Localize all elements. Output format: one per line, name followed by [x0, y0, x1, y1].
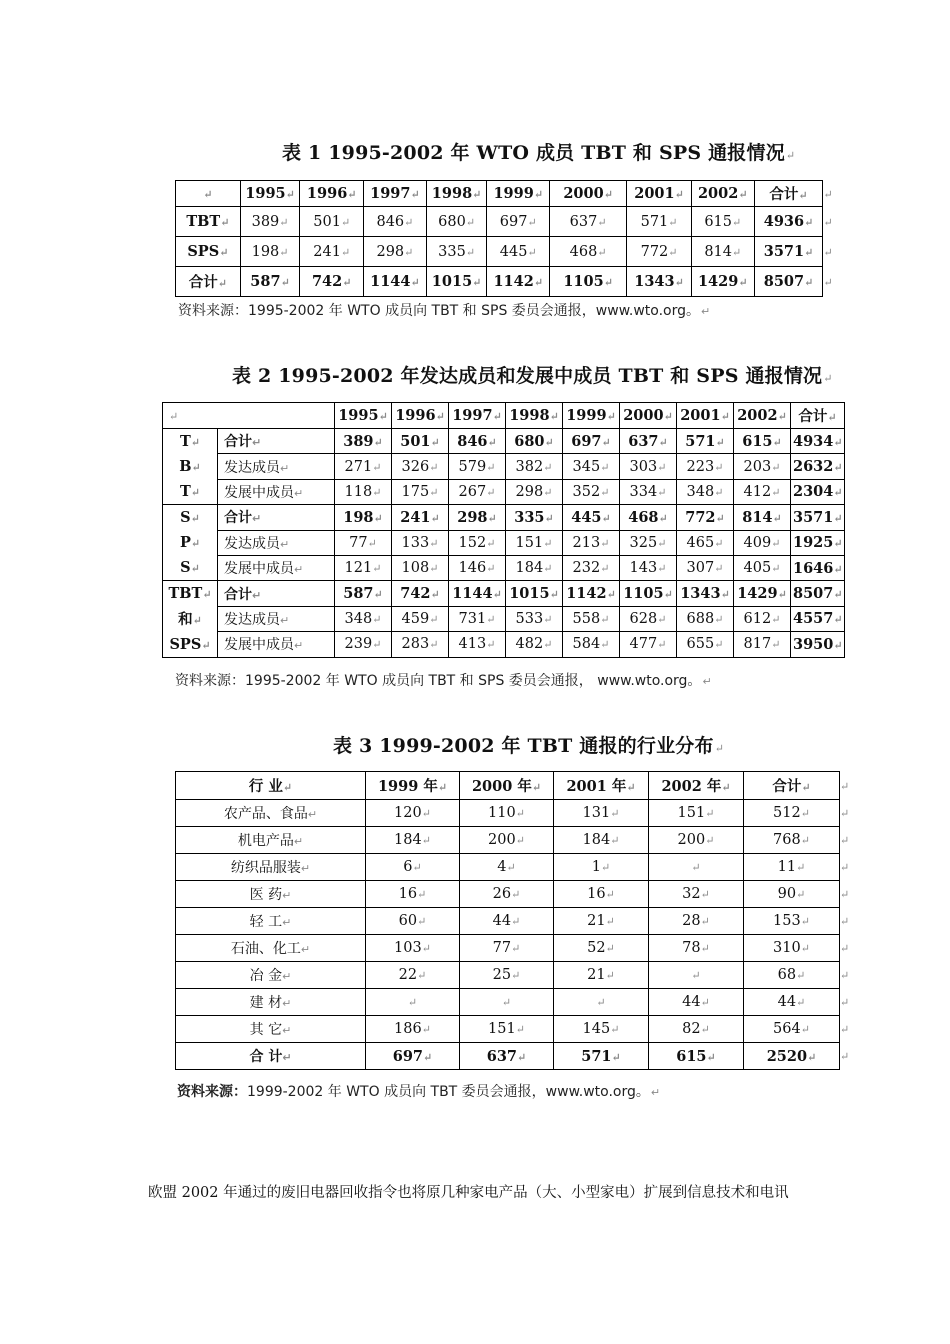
- table3-header-row: [176, 772, 855, 800]
- table3-row: [176, 800, 855, 827]
- table3-cell: 52↵: [554, 935, 649, 962]
- table2-cell: 1343↵: [677, 581, 734, 606]
- table2-group-label: T↵: [163, 479, 218, 504]
- table3-row-label: 机电产品↵: [176, 827, 366, 854]
- table2-cell: 571↵: [677, 429, 734, 454]
- table2-group-label: SPS↵: [163, 632, 218, 657]
- table3-cell: 1↵: [554, 854, 649, 881]
- table3-row: [176, 935, 855, 962]
- table3-cell: 6↵: [366, 854, 460, 881]
- table1-cell: 637↵: [550, 207, 627, 237]
- table2-cell: 3950↵: [791, 632, 845, 657]
- table1-cell: 8507↵: [754, 267, 823, 297]
- row-end-mark: ↵: [823, 245, 833, 259]
- table2-cell: 77↵: [335, 530, 392, 555]
- table2: [162, 402, 845, 658]
- table2-cell: 655↵: [677, 632, 734, 657]
- table2-cell: 1015↵: [506, 581, 563, 606]
- table3-cell: 697↵: [366, 1043, 460, 1070]
- table3-row: [176, 962, 855, 989]
- table2-cell: 203↵: [734, 454, 791, 479]
- table2-group-label: S↵: [163, 555, 218, 580]
- table2-cell: 151↵: [506, 530, 563, 555]
- table1-cell: 241↵: [300, 237, 364, 267]
- table2-source: 资料来源：1995-2002 年 WTO 成员向 TBT 和 SPS 委员会通报， www.wto.org。↵: [175, 673, 712, 689]
- table1-header-cell: 1998↵: [426, 181, 487, 207]
- table2-cell: 477↵: [620, 632, 677, 657]
- table1-cell: 772↵: [627, 237, 692, 267]
- table2-group-label: P↵: [163, 530, 218, 555]
- table2-cell: 584↵: [563, 632, 620, 657]
- table3: [175, 771, 855, 1070]
- table2-group-label: T↵: [163, 429, 218, 454]
- table1-row-label: 合计↵: [176, 267, 241, 297]
- table3-cell: 90↵: [744, 881, 840, 908]
- table2-row-label: 发展中成员↵: [218, 555, 335, 580]
- table2-row-label: 发展中成员↵: [218, 632, 335, 657]
- table2-header-cell: 2000↵: [620, 403, 677, 429]
- table3-cell: ↵: [554, 989, 649, 1016]
- table1-cell: 501↵: [300, 207, 364, 237]
- table1-cell: 571↵: [627, 207, 692, 237]
- table2-cell: 348↵: [335, 606, 392, 631]
- table2-cell: 175↵: [392, 479, 449, 504]
- table2-cell: 468↵: [620, 505, 677, 530]
- table2-header-cell: 1997↵: [449, 403, 506, 429]
- table3-header-cell: 行 业↵: [176, 772, 366, 800]
- table1-cell: 615↵: [691, 207, 754, 237]
- table2-row-label: 合计↵: [218, 505, 335, 530]
- table2-row-label: 发达成员↵: [218, 454, 335, 479]
- table2-cell: 118↵: [335, 479, 392, 504]
- table2-row-label: 合计↵: [218, 581, 335, 606]
- table2-cell: 697↵: [563, 429, 620, 454]
- table3-row: [176, 854, 855, 881]
- table3-cell: 77↵: [460, 935, 554, 962]
- table2-cell: 688↵: [677, 606, 734, 631]
- table2-row: [163, 530, 845, 555]
- table2-group-label: S↵: [163, 505, 218, 530]
- table2-row-label: 发达成员↵: [218, 606, 335, 631]
- table2-cell: 628↵: [620, 606, 677, 631]
- table1-row: [176, 237, 839, 267]
- table3-source-text: 1999-2002 年 WTO 成员向 TBT 委员会通报，www.wto.org。: [247, 1084, 650, 1100]
- table2-cell: 772↵: [677, 505, 734, 530]
- row-end-mark: ↵: [840, 1023, 850, 1036]
- row-end-mark: ↵: [840, 834, 850, 847]
- table2-cell: 198↵: [335, 505, 392, 530]
- table1-caption: 表 1 1995-2002 年 WTO 成员 TBT 和 SPS 通报情况↵: [282, 142, 796, 164]
- table3-cell: 200↵: [649, 827, 744, 854]
- table2-group-label: 和↵: [163, 606, 218, 631]
- table3-cell: ↵: [460, 989, 554, 1016]
- table2-cell: 8507↵: [791, 581, 845, 606]
- table1-cell: 298↵: [364, 237, 427, 267]
- table1-cell: 198↵: [240, 237, 300, 267]
- table1-cell: 680↵: [426, 207, 487, 237]
- table3-header-cell: 1999 年↵: [366, 772, 460, 800]
- table1-cell: 1429↵: [691, 267, 754, 297]
- table1: [175, 180, 839, 297]
- table3-header-cell: 2001 年↵: [554, 772, 649, 800]
- table1-row: [176, 267, 839, 297]
- table1-cell: 1343↵: [627, 267, 692, 297]
- table3-cell: 78↵: [649, 935, 744, 962]
- table3-row-label: 轻 工↵: [176, 908, 366, 935]
- table2-cell: 501↵: [392, 429, 449, 454]
- table2-cell: 326↵: [392, 454, 449, 479]
- table2-cell: 1144↵: [449, 581, 506, 606]
- table1-cell: 587↵: [240, 267, 300, 297]
- table1-header-cell: 2002↵: [691, 181, 754, 207]
- table3-row: [176, 1043, 855, 1070]
- table2-cell: 533↵: [506, 606, 563, 631]
- table3-cell: 184↵: [366, 827, 460, 854]
- table2-row: [163, 555, 845, 580]
- table2-row-label: 合计↵: [218, 429, 335, 454]
- table2-group-label: TBT↵: [163, 581, 218, 606]
- table1-cell: 697↵: [487, 207, 550, 237]
- table3-cell: 110↵: [460, 800, 554, 827]
- table3-caption: 表 3 1999-2002 年 TBT 通报的行业分布↵: [333, 735, 725, 757]
- row-end-mark: ↵: [823, 215, 833, 229]
- table2-cell: 413↵: [449, 632, 506, 657]
- table1-cell: 389↵: [240, 207, 300, 237]
- table3-cell: 564↵: [744, 1016, 840, 1043]
- table1-cell: 3571↵: [754, 237, 823, 267]
- table2-row-label: 发达成员↵: [218, 530, 335, 555]
- table2-cell: 213↵: [563, 530, 620, 555]
- table2-cell: 298↵: [506, 479, 563, 504]
- table2-cell: 445↵: [563, 505, 620, 530]
- table2-cell: 459↵: [392, 606, 449, 631]
- table2-cell: 1429↵: [734, 581, 791, 606]
- table3-row: [176, 827, 855, 854]
- table2-cell: 267↵: [449, 479, 506, 504]
- table2-cell: 184↵: [506, 555, 563, 580]
- table3-cell: 28↵: [649, 908, 744, 935]
- table3-row: [176, 1016, 855, 1043]
- table3-cell: 44↵: [460, 908, 554, 935]
- table2-cell: 133↵: [392, 530, 449, 555]
- table2-cell: 817↵: [734, 632, 791, 657]
- table3-row: [176, 908, 855, 935]
- row-end-mark: ↵: [840, 1050, 850, 1063]
- row-end-mark: ↵: [840, 996, 850, 1009]
- table2-cell: 579↵: [449, 454, 506, 479]
- table1-cell: 468↵: [550, 237, 627, 267]
- table3-cell: 44↵: [649, 989, 744, 1016]
- table2-header-cell: 2001↵: [677, 403, 734, 429]
- table2-cell: 1142↵: [563, 581, 620, 606]
- table2-header-row: [163, 403, 845, 429]
- table2-corner-cell: ↵: [163, 403, 335, 429]
- table2-cell: 742↵: [392, 581, 449, 606]
- table3-cell: 153↵: [744, 908, 840, 935]
- row-end-mark: ↵: [823, 187, 833, 201]
- row-end-mark: ↵: [840, 861, 850, 874]
- table3-cell: ↵: [366, 989, 460, 1016]
- table3-cell: ↵: [649, 854, 744, 881]
- table2-cell: 465↵: [677, 530, 734, 555]
- table2-cell: 146↵: [449, 555, 506, 580]
- table3-cell: 44↵: [744, 989, 840, 1016]
- table1-cell: 1105↵: [550, 267, 627, 297]
- table3-cell: 571↵: [554, 1043, 649, 1070]
- table1-corner-cell: ↵: [176, 181, 241, 207]
- table1-header-cell: 1999↵: [487, 181, 550, 207]
- table2-caption: 表 2 1995-2002 年发达成员和发展中成员 TBT 和 SPS 通报情况↵: [232, 365, 833, 387]
- row-end-mark: ↵: [840, 888, 850, 901]
- table1-header-cell: 合计↵: [754, 181, 823, 207]
- table2-cell: 348↵: [677, 479, 734, 504]
- table3-cell: 768↵: [744, 827, 840, 854]
- table3-cell: 11↵: [744, 854, 840, 881]
- table2-cell: 637↵: [620, 429, 677, 454]
- table3-header-cell: 2000 年↵: [460, 772, 554, 800]
- table2-header-cell: 1996↵: [392, 403, 449, 429]
- table3-row-label: 冶 金↵: [176, 962, 366, 989]
- table2-header-cell: 1998↵: [506, 403, 563, 429]
- table1-cell: 742↵: [300, 267, 364, 297]
- table3-header-cell: 合计↵: [744, 772, 840, 800]
- table3-cell: 145↵: [554, 1016, 649, 1043]
- table3-row-label: 医 药↵: [176, 881, 366, 908]
- table2-cell: 846↵: [449, 429, 506, 454]
- table3-cell: 151↵: [460, 1016, 554, 1043]
- table2-cell: 335↵: [506, 505, 563, 530]
- table2-cell: 4934↵: [791, 429, 845, 454]
- table1-cell: 445↵: [487, 237, 550, 267]
- table3-cell: 310↵: [744, 935, 840, 962]
- table3-cell: 2520↵: [744, 1043, 840, 1070]
- table2-cell: 409↵: [734, 530, 791, 555]
- table3-source-label: 资料来源：: [177, 1084, 247, 1100]
- table2-cell: 412↵: [734, 479, 791, 504]
- table1-header-cell: 2000↵: [550, 181, 627, 207]
- table1-row: [176, 207, 839, 237]
- table3-header-cell: 2002 年↵: [649, 772, 744, 800]
- table2-cell: 232↵: [563, 555, 620, 580]
- table1-cell: 1144↵: [364, 267, 427, 297]
- row-end-mark: ↵: [840, 915, 850, 928]
- table3-cell: 68↵: [744, 962, 840, 989]
- table3-row-label: 其 它↵: [176, 1016, 366, 1043]
- table2-cell: 680↵: [506, 429, 563, 454]
- table1-cell: 1015↵: [426, 267, 487, 297]
- row-end-mark: ↵: [840, 807, 850, 820]
- table3-cell: 32↵: [649, 881, 744, 908]
- table3-cell: 16↵: [366, 881, 460, 908]
- table3-row-label: 农产品、食品↵: [176, 800, 366, 827]
- table3-cell: 22↵: [366, 962, 460, 989]
- table3-cell: 103↵: [366, 935, 460, 962]
- table2-cell: 325↵: [620, 530, 677, 555]
- table2-cell: 3571↵: [791, 505, 845, 530]
- table2-header-cell: 1999↵: [563, 403, 620, 429]
- table3-cell: 512↵: [744, 800, 840, 827]
- table2-cell: 121↵: [335, 555, 392, 580]
- table3-cell: 637↵: [460, 1043, 554, 1070]
- table2-cell: 4557↵: [791, 606, 845, 631]
- table2-cell: 1925↵: [791, 530, 845, 555]
- table1-header-cell: 1997↵: [364, 181, 427, 207]
- table2-row: [163, 505, 845, 530]
- table2-cell: 1646↵: [791, 555, 845, 580]
- table1-header-row: [176, 181, 839, 207]
- table1-header-cell: 1995↵: [240, 181, 300, 207]
- table2-row: [163, 429, 845, 454]
- row-end-mark: ↵: [823, 275, 833, 289]
- row-end-mark: ↵: [840, 942, 850, 955]
- table2-cell: 241↵: [392, 505, 449, 530]
- table3-cell: 151↵: [649, 800, 744, 827]
- table1-cell: 814↵: [691, 237, 754, 267]
- table1-header-cell: 1996↵: [300, 181, 364, 207]
- table2-cell: 612↵: [734, 606, 791, 631]
- table2-row: [163, 606, 845, 631]
- row-end-mark: ↵: [840, 779, 850, 793]
- table3-cell: 82↵: [649, 1016, 744, 1043]
- table1-row-label: SPS↵: [176, 237, 241, 267]
- table2-cell: 298↵: [449, 505, 506, 530]
- table2-cell: 108↵: [392, 555, 449, 580]
- table2-cell: 152↵: [449, 530, 506, 555]
- table2-row: [163, 581, 845, 606]
- table2-cell: 382↵: [506, 454, 563, 479]
- table2-cell: 814↵: [734, 505, 791, 530]
- table2-cell: 615↵: [734, 429, 791, 454]
- table2-cell: 271↵: [335, 454, 392, 479]
- table3-row: [176, 989, 855, 1016]
- table2-cell: 482↵: [506, 632, 563, 657]
- table2-cell: 239↵: [335, 632, 392, 657]
- table1-cell: 1142↵: [487, 267, 550, 297]
- table3-cell: 200↵: [460, 827, 554, 854]
- table3-row-label: 石油、化工↵: [176, 935, 366, 962]
- table3-cell: 21↵: [554, 908, 649, 935]
- table3-cell: 60↵: [366, 908, 460, 935]
- table2-cell: 2632↵: [791, 454, 845, 479]
- table3-row-label: 建 材↵: [176, 989, 366, 1016]
- table3-cell: ↵: [649, 962, 744, 989]
- table2-row: [163, 479, 845, 504]
- table3-row: [176, 881, 855, 908]
- table1-row-label: TBT↵: [176, 207, 241, 237]
- table2-cell: 558↵: [563, 606, 620, 631]
- table1-cell: 335↵: [426, 237, 487, 267]
- table2-cell: 143↵: [620, 555, 677, 580]
- table1-header-cell: 2001↵: [627, 181, 692, 207]
- table2-cell: 405↵: [734, 555, 791, 580]
- table2-cell: 587↵: [335, 581, 392, 606]
- table2-cell: 223↵: [677, 454, 734, 479]
- table2-group-label: B↵: [163, 454, 218, 479]
- table3-row-label: 合 计↵: [176, 1043, 366, 1070]
- table2-cell: 2304↵: [791, 479, 845, 504]
- table2-header-cell: 1995↵: [335, 403, 392, 429]
- table1-source: 资料来源：1995-2002 年 WTO 成员向 TBT 和 SPS 委员会通报，www.wto.org。↵: [178, 303, 711, 319]
- table3-cell: 21↵: [554, 962, 649, 989]
- table3-cell: 26↵: [460, 881, 554, 908]
- table2-row-label: 发展中成员↵: [218, 479, 335, 504]
- table2-header-cell: 合计↵: [791, 403, 845, 429]
- table1-cell: 846↵: [364, 207, 427, 237]
- table2-cell: 303↵: [620, 454, 677, 479]
- table3-cell: 120↵: [366, 800, 460, 827]
- row-end-mark: ↵: [840, 969, 850, 982]
- table3-source: 资料来源：1999-2002 年 WTO 成员向 TBT 委员会通报，www.wto.org。↵: [177, 1084, 661, 1100]
- table2-cell: 1105↵: [620, 581, 677, 606]
- table2-header-cell: 2002↵: [734, 403, 791, 429]
- table3-cell: 4↵: [460, 854, 554, 881]
- table3-cell: 186↵: [366, 1016, 460, 1043]
- table3-cell: 615↵: [649, 1043, 744, 1070]
- table3-cell: 25↵: [460, 962, 554, 989]
- table2-cell: 334↵: [620, 479, 677, 504]
- table2-row: [163, 632, 845, 657]
- table2-cell: 345↵: [563, 454, 620, 479]
- table3-cell: 184↵: [554, 827, 649, 854]
- table2-cell: 352↵: [563, 479, 620, 504]
- table2-row: [163, 454, 845, 479]
- table1-cell: 4936↵: [754, 207, 823, 237]
- table2-cell: 307↵: [677, 555, 734, 580]
- table2-cell: 731↵: [449, 606, 506, 631]
- table2-cell: 389↵: [335, 429, 392, 454]
- table2-cell: 283↵: [392, 632, 449, 657]
- table3-cell: 16↵: [554, 881, 649, 908]
- table3-cell: 131↵: [554, 800, 649, 827]
- table3-row-label: 纺织品服装↵: [176, 854, 366, 881]
- body-paragraph: 欧盟 2002 年通过的废旧电器回收指令也将原几种家电产品（大、小型家电）扩展到信息技术和电讯: [148, 1185, 789, 1201]
